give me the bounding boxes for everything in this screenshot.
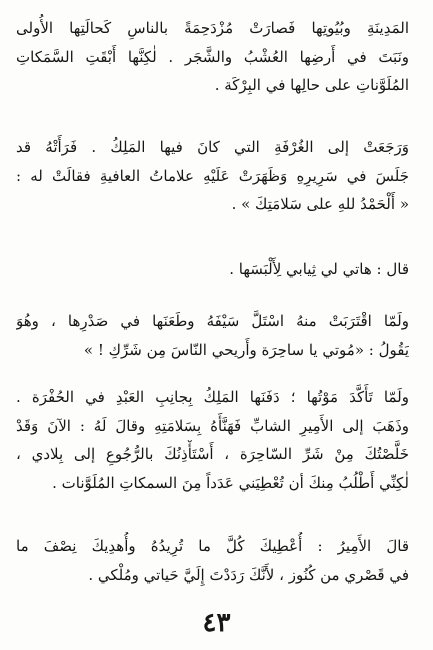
paragraph-prince-reply [16, 532, 409, 589]
text-line: جَلَسَ في سَرِيرِهِ وَظَهَرَتْ عَلَيْهِ علاماتُ العافيةِ فقالَتْ له : [16, 166, 409, 185]
text-line: يَقُولُ : «مُوتي يا ساحِرَة وأَريحي النّاسَ مِن شَرِّكِ ! » [83, 340, 409, 359]
paragraph-bring-clothes [16, 255, 409, 284]
paragraph-king-recovered [16, 133, 409, 219]
paragraph-sword-strike [16, 307, 409, 364]
text-line: في قَصْري من كُنُوز ، لأَنَّكَ رَدَدْتَ إِلَيَّ حَياتي ومُلْكي . [88, 565, 409, 584]
paragraph-city-restored [16, 14, 409, 100]
text-line: لٰكِنِّي أَطْلُبُ مِنكَ أن تُعْطِيَني عَدَداً مِنَ السمكاتِ المُلَوَّنات . [52, 473, 409, 492]
text-line: خَلَّصْتُكَ مِنْ شَرِّ السّاحِرَة ، أَسْتَأْذِنُكَ بالرُّجُوعِ إلى بِلادي ، [16, 445, 409, 463]
text-line: قالَ الأَمِيرُ : أُعْطِيكَ كُلَّ ما تُرِيدُهُ وأُهدِيكَ نِصْفَ ما [16, 537, 409, 555]
paragraph-burial-and-request [16, 383, 409, 497]
text-line: قال : هاتي لي ثِيابي لِأَلْبَسَها . [229, 260, 409, 278]
page-number: ٤٣ [202, 608, 231, 638]
text-line: المَدِينَةِ وبُيُوتِها فَصارَتْ مُزْدَحِمَةً بالناسِ كَحالَتِها الأُولى [16, 19, 409, 37]
text-line: ونَبَتَ في أَرضِها العُشْبُ والشَّجَر . لٰكِنَّها أَبْقَتِ السَّمَكاتِ [16, 47, 409, 66]
text-line: وَرَجَعَتْ إلى الغُرْفَةِ التي كانَ فيها المَلِكُ . فَرَأَتْهُ قد [16, 138, 409, 156]
text-line: ولَمّا تَأَكَّدَ مَوْتُها ؛ دَفَنَها المَلِكُ بِجانِبِ العَبْدِ في الحُفْرَة . [16, 388, 409, 406]
text-line: المُلَوَّناتِ على حالِها في البِرْكَة . [214, 76, 409, 94]
text-line: وذَهَبَ إلى الأَمِيرِ الشابِّ فَهَنَّأَهُ بِسَلامَتِهِ وقالَ لَهُ : الآنَ وَقَدْ [16, 416, 409, 435]
text-line: ولَمّا اقْتَرَبَتْ منهُ اسْتَلَّ سَيْفَهُ وطَعَنَها في صَدْرِها ، وهُوَ [16, 312, 409, 330]
text-line: « أَلْحَمْدُ للهِ على سَلامَتِكَ » . [231, 195, 409, 213]
